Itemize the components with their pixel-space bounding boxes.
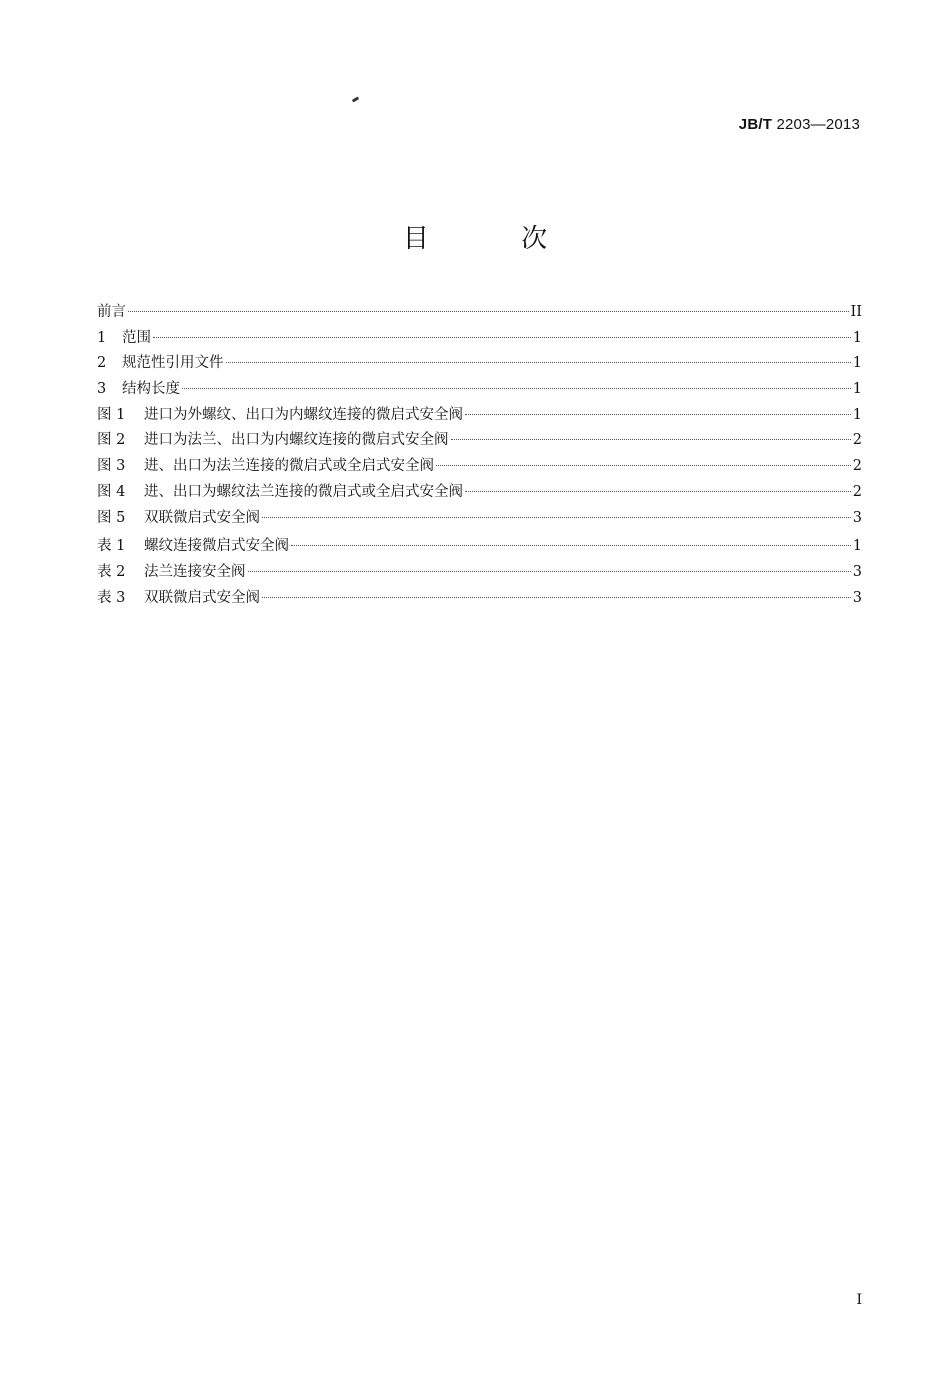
toc-entry-page: 1 <box>852 355 862 372</box>
toc-entry-page: 3 <box>852 589 862 606</box>
toc-leader <box>226 362 851 363</box>
toc-entry-number: 图 4 <box>97 483 126 500</box>
toc-entry-foreword[interactable] <box>97 300 862 326</box>
toc-entry-normative-references[interactable] <box>97 351 862 377</box>
toc-entry-figure-2[interactable] <box>97 428 862 454</box>
toc-entry-number: 图 1 <box>97 406 126 423</box>
toc-leader <box>182 388 851 389</box>
standard-number-suffix: 2203—2013 <box>772 116 860 133</box>
toc-entry-page: 1 <box>852 538 862 555</box>
toc-entry-figure-5[interactable] <box>97 506 862 532</box>
toc-entry-page: II <box>850 304 862 320</box>
toc-leader <box>291 545 851 546</box>
toc-entry-number: 3 <box>97 381 107 398</box>
toc-entry-page: 1 <box>852 329 862 346</box>
standard-number <box>739 116 860 133</box>
toc-entry-structure-length[interactable] <box>97 377 862 403</box>
toc-entry-table-3[interactable] <box>97 586 862 612</box>
toc-entry-page: 2 <box>852 458 862 475</box>
toc-leader <box>262 517 851 518</box>
toc-entry-figure-4[interactable] <box>97 480 862 506</box>
toc-entry-number: 表 2 <box>97 563 126 580</box>
toc-entry-text: 进口为法兰、出口为内螺纹连接的微启式安全阀 <box>144 432 449 449</box>
toc-leader <box>465 491 851 492</box>
table-of-contents <box>97 300 862 611</box>
toc-entry-page: 3 <box>852 563 862 580</box>
toc-entry-text: 螺纹连接微启式安全阀 <box>144 538 289 555</box>
toc-entry-page: 1 <box>852 381 862 398</box>
toc-leader <box>451 439 851 440</box>
scan-speck <box>352 96 360 102</box>
toc-entry-page: 2 <box>852 483 862 500</box>
toc-entry-text: 双联微启式安全阀 <box>144 589 260 606</box>
toc-entry-text: 双联微启式安全阀 <box>144 509 260 526</box>
toc-entry-page: 3 <box>852 509 862 526</box>
toc-entry-text: 前言 <box>97 304 126 320</box>
toc-leader <box>153 337 851 338</box>
toc-entry-text: 规范性引用文件 <box>122 355 224 372</box>
toc-leader <box>465 414 851 415</box>
toc-entry-scope[interactable] <box>97 326 862 352</box>
toc-leader <box>128 311 849 312</box>
toc-entry-figure-1[interactable] <box>97 403 862 429</box>
toc-entry-table-2[interactable] <box>97 560 862 586</box>
toc-entry-number: 表 3 <box>97 589 126 606</box>
page-title: 目 次 <box>402 224 590 254</box>
toc-entry-text: 进口为外螺纹、出口为内螺纹连接的微启式安全阀 <box>144 406 463 423</box>
toc-entry-number: 2 <box>97 355 107 372</box>
toc-entry-page: 1 <box>852 406 862 423</box>
toc-entry-text: 进、出口为螺纹法兰连接的微启式或全启式安全阀 <box>144 483 463 500</box>
page-number: I <box>856 1292 862 1308</box>
toc-entry-text: 进、出口为法兰连接的微启式或全启式安全阀 <box>144 458 434 475</box>
toc-entry-text: 法兰连接安全阀 <box>144 563 246 580</box>
toc-entry-figure-3[interactable] <box>97 454 862 480</box>
toc-leader <box>436 465 851 466</box>
toc-entry-number: 图 2 <box>97 432 126 449</box>
toc-entry-number: 图 3 <box>97 458 126 475</box>
toc-entry-number: 表 1 <box>97 538 126 555</box>
toc-entry-page: 2 <box>852 432 862 449</box>
toc-entry-text: 结构长度 <box>122 381 180 398</box>
standard-number-prefix: JB/T <box>738 116 773 133</box>
toc-entry-number: 1 <box>97 329 107 346</box>
toc-entry-number: 图 5 <box>97 509 126 526</box>
toc-leader <box>262 597 851 598</box>
toc-entry-table-1[interactable] <box>97 534 862 560</box>
toc-leader <box>248 571 851 572</box>
toc-entry-text: 范围 <box>122 329 151 346</box>
